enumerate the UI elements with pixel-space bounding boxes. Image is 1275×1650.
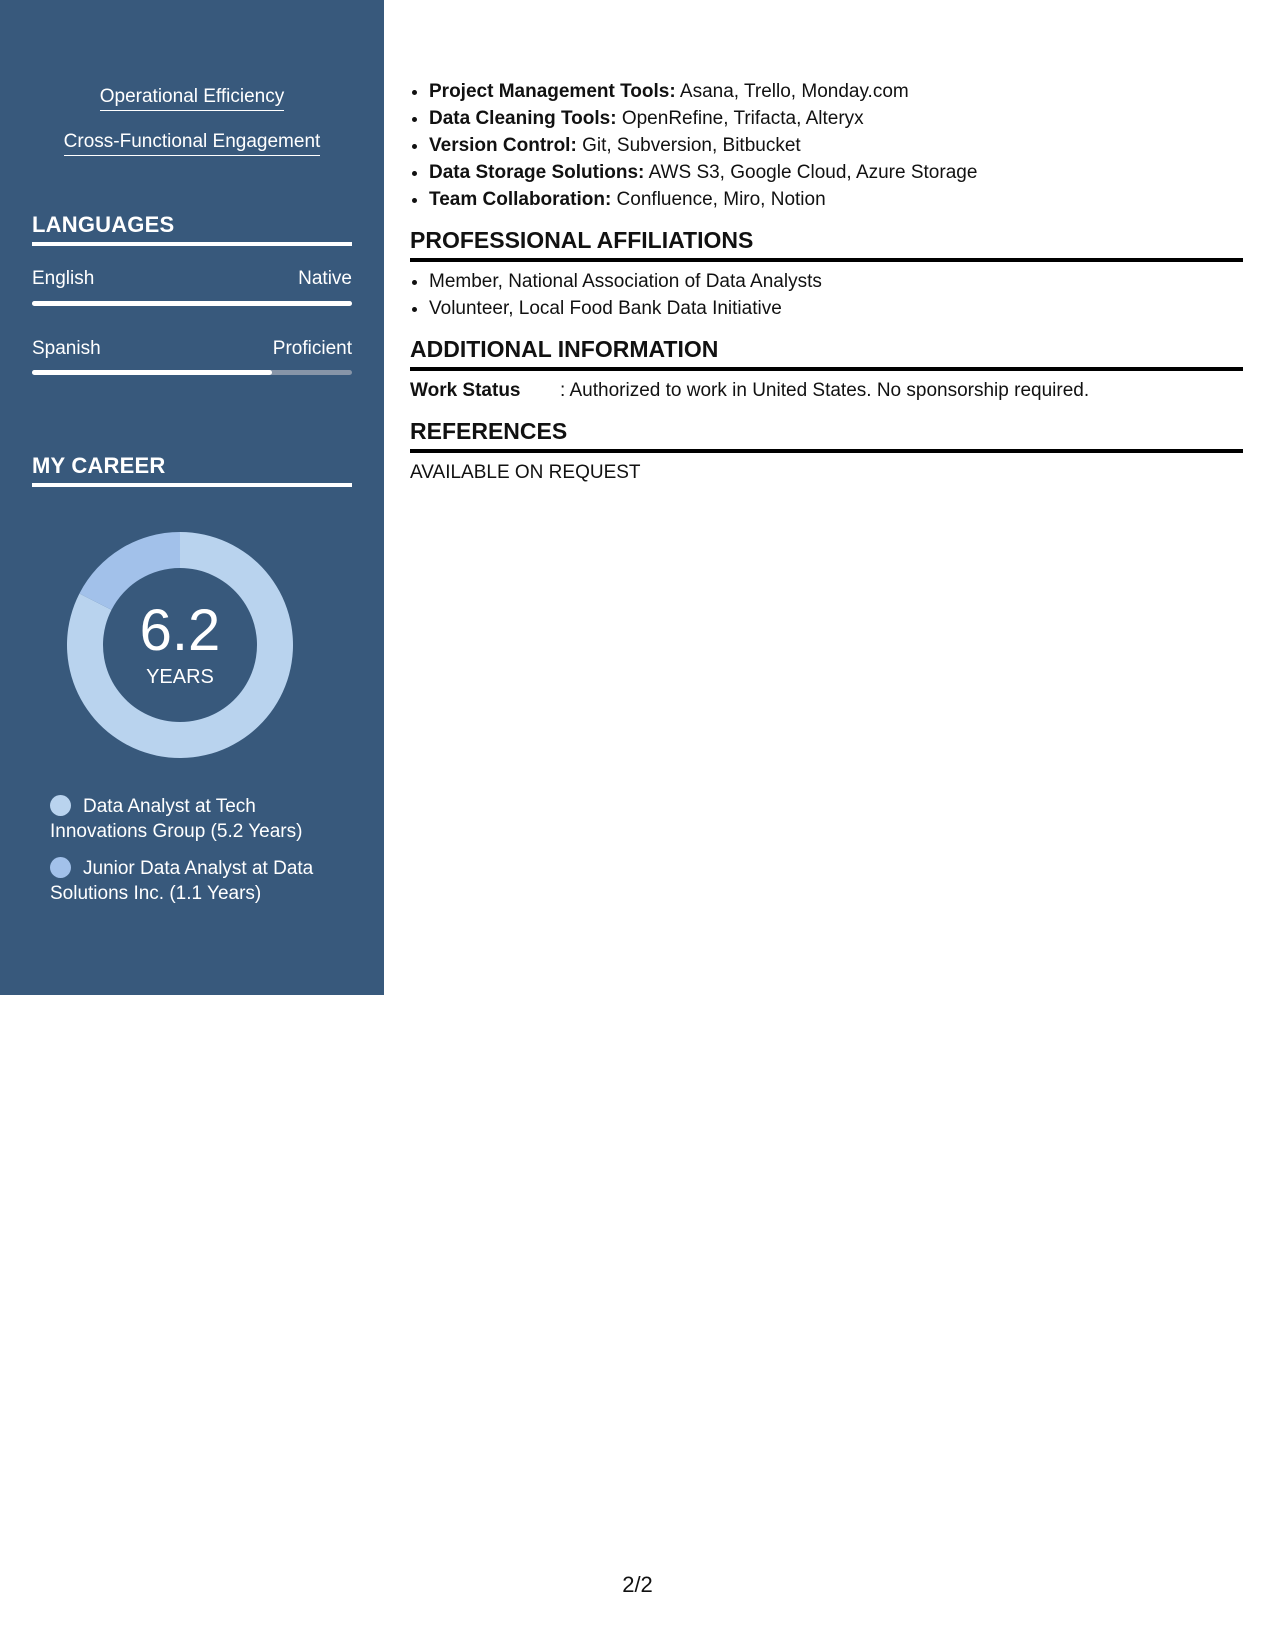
tool-category: Project Management Tools: bbox=[429, 81, 676, 102]
language-bar-fill bbox=[32, 370, 272, 375]
language-row-spanish bbox=[32, 338, 352, 360]
career-legend-item bbox=[50, 794, 340, 844]
language-name: Spanish bbox=[32, 338, 101, 359]
language-bar-spanish bbox=[32, 370, 352, 375]
work-status-value: : Authorized to work in United States. No sponsorship required. bbox=[560, 380, 1090, 401]
language-row-english bbox=[32, 268, 352, 290]
affiliations-list bbox=[410, 268, 1243, 322]
tool-values: Git, Subversion, Bitbucket bbox=[576, 135, 801, 156]
tool-category: Data Cleaning Tools: bbox=[429, 108, 617, 129]
tools-list bbox=[410, 78, 1243, 213]
page-number: 2/2 bbox=[622, 1572, 653, 1597]
sidebar bbox=[0, 0, 384, 995]
language-bar-english bbox=[32, 301, 352, 306]
additional-info-heading: ADDITIONAL INFORMATION bbox=[410, 336, 1243, 371]
list-item bbox=[429, 159, 1243, 186]
skills-list bbox=[0, 86, 384, 176]
skill-item: Operational Efficiency bbox=[100, 86, 284, 111]
tool-category: Data Storage Solutions: bbox=[429, 162, 645, 183]
career-donut-center bbox=[66, 531, 294, 759]
career-legend-item bbox=[50, 856, 340, 906]
references-heading: REFERENCES bbox=[410, 418, 1243, 453]
career-total: 6.2 bbox=[139, 597, 221, 663]
languages-heading: LANGUAGES bbox=[32, 212, 352, 246]
list-item bbox=[429, 132, 1243, 159]
tool-category: Version Control: bbox=[429, 135, 577, 156]
list-item bbox=[429, 105, 1243, 132]
legend-dot-icon bbox=[50, 857, 71, 878]
legend-dot-icon bbox=[50, 795, 71, 816]
career-entry-label: Junior Data Analyst at Data Solutions Inc. (1.1 Years) bbox=[50, 858, 314, 904]
tool-values: Confluence, Miro, Notion bbox=[611, 189, 826, 210]
language-level: Proficient bbox=[272, 338, 352, 359]
main-content bbox=[410, 78, 1243, 486]
career-heading: MY CAREER bbox=[32, 453, 352, 487]
references-text: AVAILABLE ON REQUEST bbox=[410, 462, 641, 483]
language-name: English bbox=[32, 268, 95, 289]
list-item: • Member, National Association of Data Analysts bbox=[429, 268, 1243, 295]
tool-values: AWS S3, Google Cloud, Azure Storage bbox=[644, 162, 978, 183]
language-level: Native bbox=[298, 268, 352, 289]
affiliations-heading: PROFESSIONAL AFFILIATIONS bbox=[410, 227, 1243, 262]
list-item bbox=[429, 78, 1243, 105]
career-unit: YEARS bbox=[146, 665, 214, 688]
work-status-row bbox=[410, 377, 1243, 404]
tool-values: OpenRefine, Trifacta, Alteryx bbox=[616, 108, 864, 129]
work-status-label: Work Status bbox=[410, 380, 521, 401]
tool-category: Team Collaboration: bbox=[429, 189, 612, 210]
list-item bbox=[429, 186, 1243, 213]
list-item: • Volunteer, Local Food Bank Data Initiative bbox=[429, 295, 1243, 322]
career-donut bbox=[66, 531, 294, 759]
language-bar-fill bbox=[32, 301, 352, 306]
career-entry-label: Data Analyst at Tech Innovations Group (5.2 Years) bbox=[50, 796, 303, 842]
skill-item: Cross-Functional Engagement bbox=[64, 131, 321, 156]
tool-values: Asana, Trello, Monday.com bbox=[675, 81, 909, 102]
